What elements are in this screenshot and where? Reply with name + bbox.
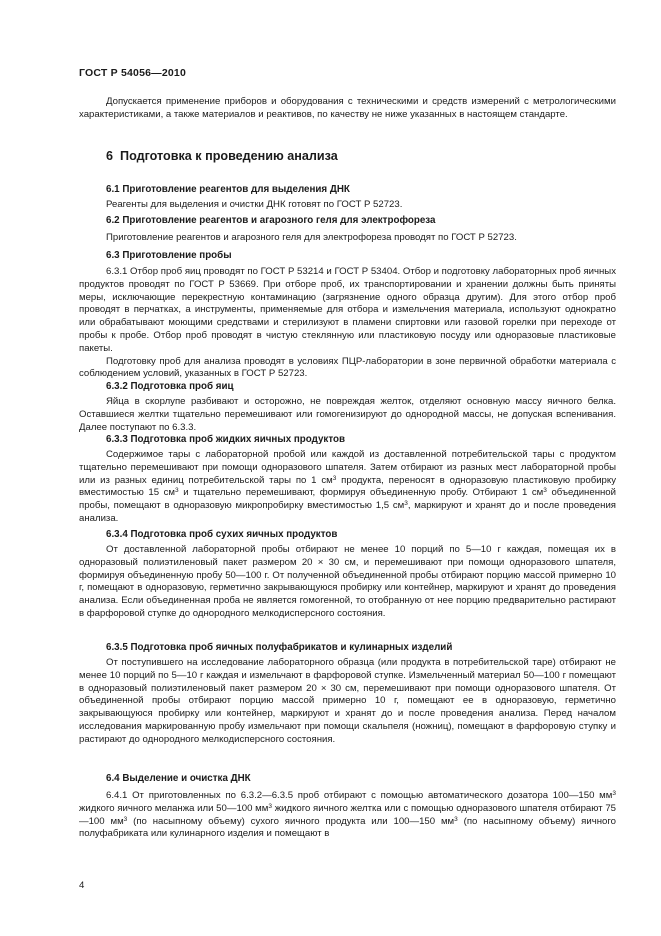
s633-sup-3: 3	[543, 487, 547, 495]
section-6-3-5-heading: 6.3.5 Подготовка проб яичных полуфабрикатов и кулинарных изделий	[106, 642, 453, 653]
s64-text-e: (по насыпному объему) яичного полуфабриката или кулинарного изделия и помещают в	[79, 815, 616, 840]
section-6-3-4-heading: 6.3.4 Подготовка проб сухих яичных продуктов	[106, 529, 338, 540]
s64-sup-4: 3	[454, 815, 458, 823]
section-6-3-body	[79, 266, 616, 381]
section-6-3-4-text: От доставленной лабораторной пробы отбирают не менее 10 порций по 5—10 г каждая, помещая их в одноразовый полиэтиленовый пакет размером 20 × 30 см, и перемешивают при помощи одноразового шпателя, формируя объединенную пробу 50—100 г. От полученной объединенной пробы отбирают порцию массой примерно 10 г, помещают в одноразовую, герметично закрывающуюся пробирку или контейнер, маркируют и хранят до проведения анализа. Если объединенная проба не является гомогенной, то отобранную от нее порцию предварительно растирают в фарфоровой ступке до однородного мелкодисперсного состояния.	[79, 544, 616, 619]
s64-sup-3: 3	[123, 815, 128, 823]
section-6-3-heading: 6.3 Приготовление пробы	[106, 250, 232, 261]
s64-text-b: жидкого яичного меланжа или 50—100 мм	[79, 802, 269, 814]
s633-text-c: и тщательно перемешивают, формируя объединенную пробу. Отбирают 1 см	[178, 487, 544, 499]
section-6-heading	[106, 149, 338, 163]
section-6-3-prep-text: Подготовку проб для анализа проводят в условиях ПЦР-лаборатории в зоне первичной обработки материала с соблюдением условий, указанных в ГОСТ Р 52723.	[79, 355, 616, 380]
section-6-1-body	[79, 199, 616, 212]
section-6-2-body	[79, 232, 616, 245]
s633-sup-1: 3	[332, 474, 337, 482]
section-6-1-text: Реагенты для выделения и очистки ДНК готовят по ГОСТ Р 52723.	[106, 199, 403, 210]
section-6-number: 6	[106, 149, 114, 163]
s633-text-d: объединенной пробы, помещают в одноразовую микропробирку вместимостью 1,5 см	[79, 487, 616, 512]
intro-text: Допускается применение приборов и оборудования с техническими и средств измерений с метрологическими характеристиками, а также материалов и реактивов, по качеству не ниже указанных в настоящем стандарте.	[79, 96, 616, 120]
section-6-2-text: Приготовление реагентов и агарозного геля для электрофореза проводят по ГОСТ Р 52723.	[106, 232, 517, 243]
document-header: ГОСТ Р 54056—2010	[79, 67, 187, 79]
section-6-4-1-text	[79, 790, 616, 841]
section-6-2-heading: 6.2 Приготовление реагентов и агарозного геля для электрофореза	[106, 215, 436, 226]
section-6-3-3-text	[79, 449, 616, 526]
section-6-3-2-heading: 6.3.2 Подготовка проб яиц	[106, 381, 234, 392]
page-number: 4	[79, 880, 85, 891]
section-6-3-3-body	[79, 449, 616, 526]
s633-text-a: Содержимое тары с лабораторной пробой или каждой из доставленной потребительской тары с продуктом тщательно перемешивают при помощи одноразового шпателя. Затем отбирают из разных мест лабораторной пробы или из разных единиц потребительской тары по 1 см	[79, 449, 616, 486]
intro-paragraph	[79, 96, 616, 122]
s64-text-a: 6.4.1 От приготовленных по 6.3.2—6.3.5 проб отбирают с помощью автоматического дозатора 100—150 мм	[106, 790, 613, 801]
section-6-4-body	[79, 790, 616, 841]
s633-text-e: , маркируют и хранят до и после проведения анализа.	[79, 500, 616, 524]
section-6-1-heading: 6.1 Приготовление реагентов для выделения ДНК	[106, 184, 350, 195]
s64-sup-1: 3	[612, 790, 616, 797]
section-6-title: Подготовка к проведению анализа	[120, 149, 338, 163]
section-6-3-1-text: 6.3.1 Отбор проб яиц проводят по ГОСТ Р 53214 и ГОСТ Р 53404. Отбор и подготовку лабораторных проб яичных продуктов проводят по ГОСТ Р 53669. При отборе проб, их транспортировании и хранении должны быть приняты меры, исключающие перекрестную контаминацию (загрязнение одного образца другим). Для этого отбор проб проводят в перчатках, а инструменты, применяемые для отбора и измельчения материала, используют однократно или обрабатывают моющими средствами и стерилизуют в пламени спиртовки или газовой горелки при переходе от пробы к пробе. Отбор проб проводят в чистую стеклянную или пластиковую посуду или одноразовые пластиковые пакеты.	[79, 266, 616, 354]
s633-text-b: продукта, переносят в одноразовую пластиковую пробирку вместимостью 15 см	[79, 474, 616, 499]
s64-sup-2: 3	[268, 802, 272, 810]
section-6-3-5-text: От поступившего на исследование лабораторного образца (или продукта в потребительской таре) отбирают не менее 10 порций по 5—10 г каждая и измельчают в фарфоровой ступке. Измельченный материал 50—100 г помещают в одноразовый полиэтиленовый пакет размером 20 × 30 см, перемешивают при помощи одноразового шпателя. От объединенной пробы отбирают порцию массой примерно 10 г, помещают ее в одноразовую, герметично закрывающуюся пробирку или контейнер, маркируют и хранят до и после проведения анализа. Перед началом исследования маркированную пробу измельчают при помощи скальпеля (ножниц), помещают в фарфоровую ступку и растирают до однородного мелкодисперсного состояния.	[79, 657, 616, 745]
section-6-3-2-body	[79, 396, 616, 434]
section-6-3-5-body	[79, 657, 616, 747]
section-6-3-4-body	[79, 544, 616, 621]
section-6-3-2-text: Яйца в скорлупе разбивают и осторожно, не повреждая желток, отделяют основную массу яичного белка. Оставшиеся желтки тщательно перемешивают или гомогенизируют до однородной массы, не допуская вспенивания. Далее поступают по 6.3.3.	[79, 396, 616, 433]
section-6-4-heading: 6.4 Выделение и очистка ДНК	[106, 773, 251, 784]
section-6-3-3-heading: 6.3.3 Подготовка проб жидких яичных продуктов	[106, 434, 346, 445]
s64-text-c: жидкого яичного желтка или с помощью одноразового шпателя отбирают 75—100 мм	[79, 802, 617, 827]
s64-text-d: (по насыпному объему) сухого яичного продукта или 100—150 мм	[127, 815, 455, 827]
s633-sup-2: 3	[175, 487, 179, 495]
s633-sup-4: 3	[404, 500, 408, 508]
